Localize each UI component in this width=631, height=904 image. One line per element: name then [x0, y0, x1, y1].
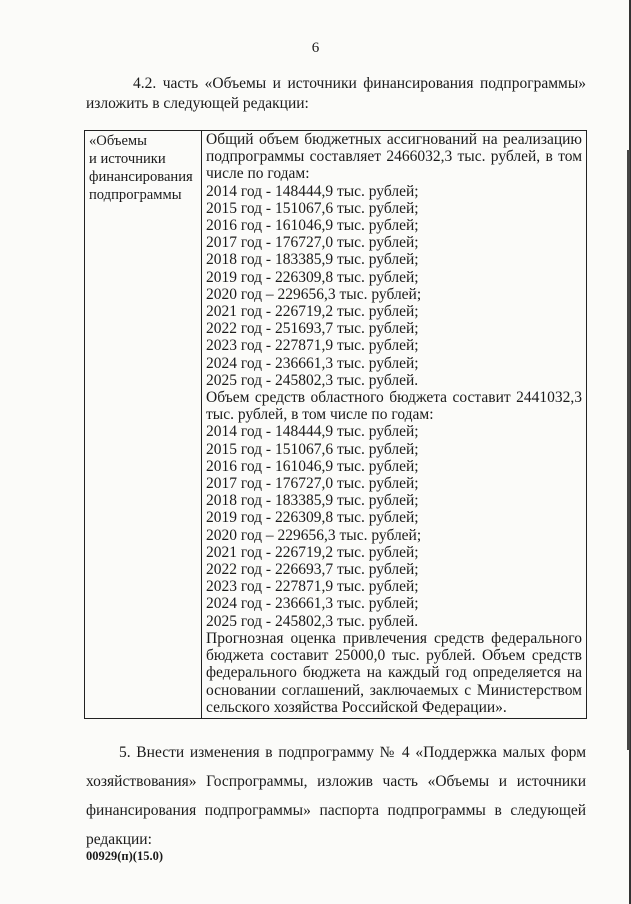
total-year-item: 2018 год - 183385,9 тыс. рублей; — [206, 251, 419, 269]
financing-table — [84, 130, 587, 719]
regional-year-item: 2024 год - 236661,3 тыс. рублей; — [206, 595, 419, 613]
total-year-item: 2017 год - 176727,0 тыс. рублей; — [206, 234, 419, 252]
regional-year-item: 2022 год - 226693,7 тыс. рублей; — [206, 561, 419, 579]
scan-edge-lower — [627, 150, 630, 750]
total-year-item: 2024 год - 236661,3 тыс. рублей; — [206, 354, 419, 372]
regional-year-item: 2023 год - 227871,9 тыс. рублей; — [206, 578, 419, 596]
regional-year-item: 2016 год - 161046,9 тыс. рублей; — [206, 457, 419, 475]
intro-paragraph: 4.2. часть «Объемы и источники финансирования подпрограммы» изложить в следующей редакции: — [86, 75, 586, 112]
total-year-item: 2015 год - 151067,6 тыс. рублей; — [206, 199, 419, 217]
regional-year-item: 2021 год - 226719,2 тыс. рублей; — [206, 543, 419, 561]
regional-year-item: 2017 год - 176727,0 тыс. рублей; — [206, 475, 419, 493]
regional-year-item: 2014 год - 148444,9 тыс. рублей; — [206, 423, 419, 441]
total-year-item: 2025 год - 245802,3 тыс. рублей. — [206, 371, 419, 389]
regional-budget-text: Объем средств областного бюджета составит 2441032,3 тыс. рублей, в том числе по годам: — [206, 389, 582, 424]
label-line: «Объемы — [89, 133, 147, 149]
regional-year-item: 2020 год – 229656,3 тыс. рублей; — [206, 526, 422, 544]
label-line: и источники — [89, 151, 166, 167]
total-year-item: 2014 год - 148444,9 тыс. рублей; — [206, 182, 419, 200]
regional-year-item: 2019 год - 226309,8 тыс. рублей; — [206, 509, 419, 527]
label-line: финансирования — [89, 169, 193, 185]
total-year-item: 2021 год - 226719,2 тыс. рублей; — [206, 303, 419, 321]
federal-budget-text: Прогнозная оценка привлечения средств федерального бюджета составит 25000,0 тыс. рублей. Объем средств федерального бюджета на каждый год определяется на основании соглашений, заключаемых с Министерством сельского хозяйства Российской Федерации». — [206, 629, 582, 716]
section5-paragraph: 5. Внести изменения в подпрограмму № 4 «Поддержка малых форм хозяйствования» Госпрограммы, изложив часть «Объемы и источники финансирования подпрограммы» паспорта подпрограммы в следующей редакции: — [86, 744, 586, 848]
table-content-cell — [202, 131, 587, 719]
page-number: 6 — [311, 40, 320, 56]
document-code: 00929(п)(15.0) — [86, 849, 163, 863]
regional-year-item: 2018 год - 183385,9 тыс. рублей; — [206, 492, 419, 510]
label-line: подпрограммы — [89, 187, 182, 203]
total-year-item: 2020 год – 229656,3 тыс. рублей; — [206, 285, 422, 303]
total-budget-text: Общий объем бюджетных ассигнований на реализацию подпрограммы составляет 2466032,3 тыс. рублей, в том числе по годам: — [206, 131, 582, 183]
table-row — [85, 131, 587, 719]
table-label-cell — [85, 131, 202, 719]
regional-year-item: 2025 год - 245802,3 тыс. рублей. — [206, 612, 419, 630]
total-year-item: 2016 год - 161046,9 тыс. рублей; — [206, 217, 419, 235]
total-year-item: 2019 год - 226309,8 тыс. рублей; — [206, 268, 419, 286]
total-year-item: 2023 год - 227871,9 тыс. рублей; — [206, 337, 419, 355]
regional-year-item: 2015 год - 151067,6 тыс. рублей; — [206, 440, 419, 458]
total-year-item: 2022 год - 251693,7 тыс. рублей; — [206, 320, 419, 338]
